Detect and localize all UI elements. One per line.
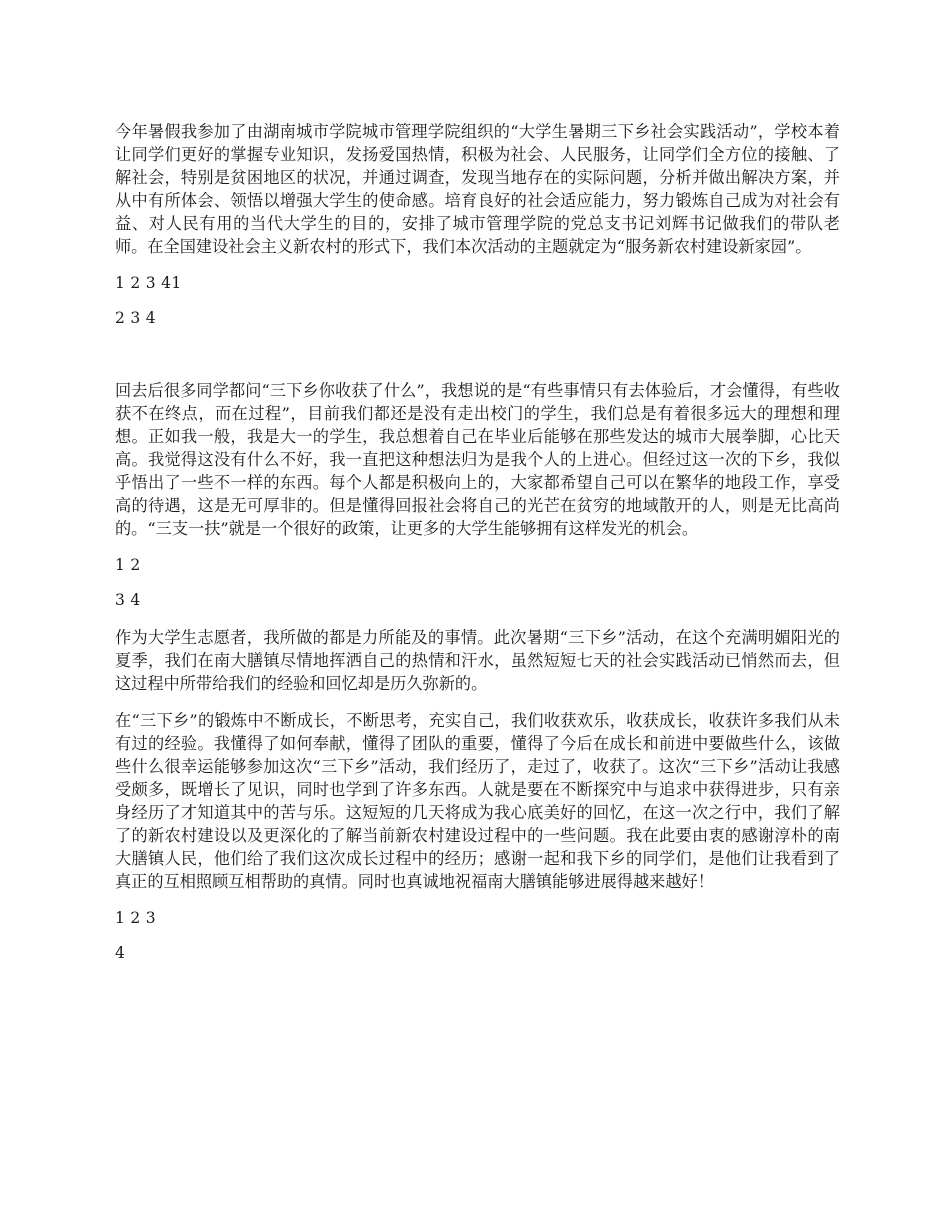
paragraph-reflection: 回去后很多同学都问“三下乡你收获了什么”，我想说的是“有些事情只有去体验后，才会懂得，有些收获不在终点，而在过程”，目前我们都还是没有走出校门的学生，我们总是有着很多远大的理想和理想。正如我一般，我是大一的学生，我总想着自己在毕业后能够在那些发达的城市大展拳脚，心比天高。我觉得这没有什么不好，我一直把这种想法归为是我个人的上进心。但经过这一次的下乡，我似乎悟出了一些不一样的东西。每个人都是积极向上的，大家都希望自己可以在繁华的地段工作，享受高的待遇，这是无可厚非的。但是懂得回报社会将自己的光芒在贫穷的地域散开的人，则是无比高尚的。“三支一扶”就是一个很好的政策，让更多的大学生能够拥有这样发光的机会。 (115, 381, 840, 538)
paragraph-growth-thanks: 在“三下乡”的锻炼中不断成长，不断思考，充实自己，我们收获欢乐，收获成长，收获许多我们从未有过的经验。我懂得了如何奉献，懂得了团队的重要，懂得了今后在成长和前进中要做些什么，该做些什么很幸运能够参加这次“三下乡”活动，我们经历了，走过了，收获了。这次“三下乡”活动让我感受颇多，既增长了见识，同时也学到了许多东西。人就是要在不断探究中与追求中获得进步，只有亲身经历了才知道其中的苦与乐。这短短的几天将成为我心底美好的回忆，在这一次之行中，我们了解了的新农村建设以及更深化的了解当前新农村建设过程中的一些问题。我在此要由衷的感谢淳朴的南大膳镇人民，他们给了我们这次成长过程中的经历；感谢一起和我下乡的同学们，是他们让我看到了真正的互相照顾互相帮助的真情。同时也真诚地祝福南大膳镇能够进展得越来越好！ (115, 711, 840, 891)
number-line: 2 3 4 (115, 309, 156, 327)
paragraph-volunteer: 作为大学生志愿者，我所做的都是力所能及的事情。此次暑期“三下乡”活动，在这个充满明媚阳光的夏季，我们在南大膳镇尽情地挥洒自己的热情和汗水，虽然短短七天的社会实践活动已悄然而去，但这过程中所带给我们的经验和回忆却是历久弥新的。 (115, 628, 840, 693)
number-line: 1 2 (115, 556, 141, 574)
document-body (115, 120, 840, 979)
number-line: 1 2 3 41 (115, 274, 182, 292)
paragraph-summer-practice-intro: 今年暑假我参加了由湖南城市学院城市管理学院组织的“大学生暑期三下乡社会实践活动”，学校本着让同学们更好的掌握专业知识，发扬爱国热情，积极为社会、人民服务，让同学们全方位的接触、了解社会，特别是贫困地区的状况，并通过调查，发现当地存在的实际问题，分析并做出解决方案，并从中有所体会、领悟以增强大学生的使命感。培育良好的社会适应能力，努力锻炼自己成为对社会有益、对人民有用的当代大学生的目的，安排了城市管理学院的党总支书记刘辉书记做我们的带队老师。在全国建设社会主义新农村的形式下，我们本次活动的主题就定为“服务新农村建设新家园”。 (115, 122, 840, 256)
number-line: 1 2 3 (115, 909, 156, 927)
number-line: 3 4 (115, 591, 141, 609)
number-line: 4 (115, 944, 126, 962)
